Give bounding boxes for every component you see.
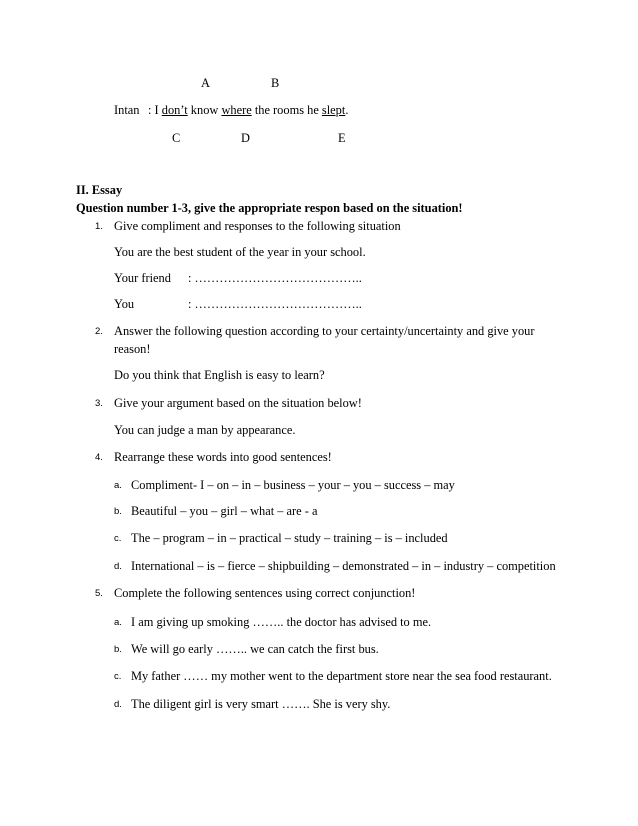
q3-text: Give your argument based on the situation below! (114, 396, 362, 410)
intan-name: Intan (114, 103, 140, 117)
q1-text: Give compliment and responses to the following situation (114, 219, 401, 233)
q5-item-text: My father …… my mother went to the department store near the sea food restaurant. (131, 669, 552, 683)
q1-friend-label: Your friend (114, 271, 171, 285)
sentence-prefix: : I (148, 103, 162, 117)
underlined-word-e: slept (321, 103, 346, 117)
q5-item-text: We will go early …….. we can catch the first bus. (131, 642, 379, 656)
q1-situation: You are the best student of the year in your school. (114, 245, 366, 259)
option-label-c: C (172, 131, 181, 145)
q4-number: 4. (95, 452, 103, 463)
q5-item-letter: a. (114, 617, 122, 628)
option-label-e: E (338, 131, 346, 145)
q1-you-label: You (114, 297, 135, 311)
q5-text: Complete the following sentences using correct conjunction! (114, 586, 416, 600)
q4-item-letter: d. (114, 561, 122, 572)
q1-number: 1. (95, 221, 103, 232)
intan-sentence (148, 103, 348, 117)
q4-item-text: Beautiful – you – girl – what – are - a (131, 504, 318, 518)
sentence-mid-1: know (187, 103, 222, 117)
q4-item-letter: a. (114, 480, 122, 491)
sentence-mid-2: the rooms he (251, 103, 322, 117)
q4-text: Rearrange these words into good sentences! (114, 450, 332, 464)
q4-item-text: Compliment- I – on – in – business – your – you – success – may (131, 478, 455, 492)
q5-item-letter: d. (114, 699, 122, 710)
q3-number: 3. (95, 398, 103, 409)
q2-text-line2: reason! (114, 342, 151, 356)
q4-item-letter: c. (114, 533, 122, 544)
q4-item-text: International – is – fierce – shipbuilding – demonstrated – in – industry – competition (131, 559, 556, 573)
underlined-word-d: where (221, 103, 252, 117)
q5-item-text: The diligent girl is very smart ……. She is very shy. (131, 697, 391, 711)
sentence-suffix: . (345, 103, 349, 117)
option-label-b: B (271, 76, 280, 90)
q2-question: Do you think that English is easy to learn? (114, 368, 325, 382)
underlined-word-c: don’t (161, 103, 188, 117)
q2-number: 2. (95, 326, 103, 337)
option-label-a: A (201, 76, 210, 90)
q3-situation: You can judge a man by appearance. (114, 423, 296, 437)
q1-you-blank: : ………………………………….. (188, 297, 362, 311)
q4-item-letter: b. (114, 506, 122, 517)
q1-friend-blank: : ………………………………….. (188, 271, 362, 285)
q4-item-text: The – program – in – practical – study – training – is – included (131, 531, 448, 545)
q5-item-letter: b. (114, 644, 122, 655)
q2-text-line1: Answer the following question according to your certainty/uncertainty and give your (114, 324, 535, 338)
q5-item-letter: c. (114, 671, 122, 682)
essay-instruction: Question number 1-3, give the appropriate respon based on the situation! (76, 201, 463, 215)
q5-number: 5. (95, 588, 103, 599)
essay-title: II. Essay (76, 183, 123, 197)
option-label-d: D (241, 131, 250, 145)
q5-item-text: I am giving up smoking …….. the doctor has advised to me. (131, 615, 432, 629)
